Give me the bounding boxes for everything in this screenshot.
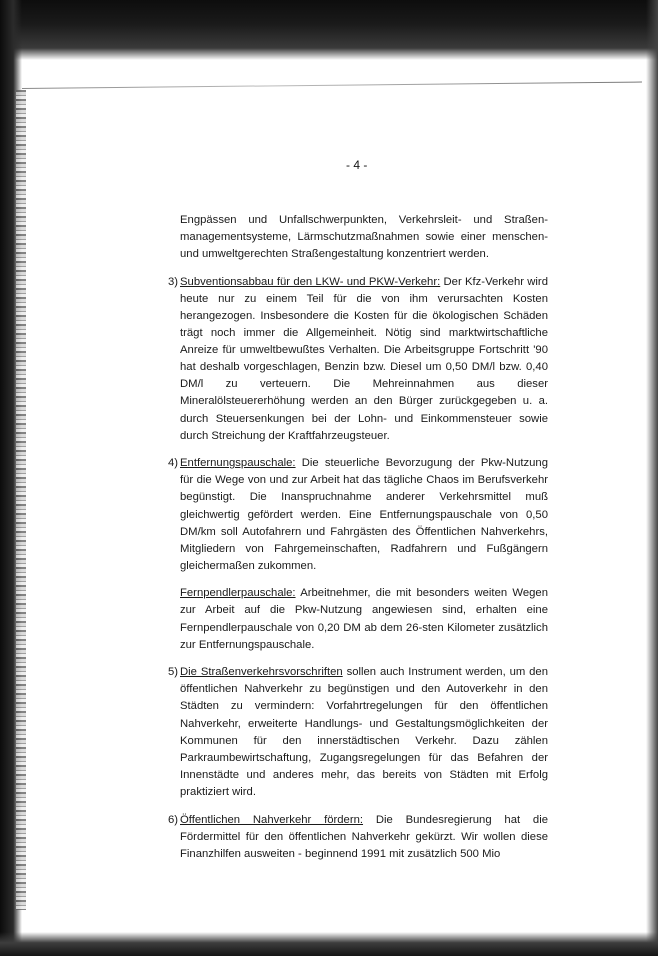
page-number: - 4 - — [346, 158, 368, 172]
paragraph-6 — [168, 812, 548, 863]
scanner-border-bottom — [0, 932, 658, 956]
paragraph-number: 3) — [168, 275, 179, 288]
scanner-border-top — [0, 0, 658, 60]
paragraph-heading: Öffentlichen Nahverkehr fördern: — [180, 813, 364, 826]
paragraph-text: Die steuerliche Bevorzugung der Pkw-Nutzung für die Wege von und zur Arbeit hat das tägliche Chaos im Berufsverkehr begünstigt. Die Inanspruchnahme anderer Verkehrsmittel muß gleichwertig gefördert werden. Eine Entfernungspauschale von 0,50 DM/km soll Autofahrern und Fahrgästen des Öffentlichen Nahverkehrs, Mitgliedern von Fahrgemeinschaften, Radfahrern und Fußgängern gleichermaßen zukommen. — [180, 457, 548, 572]
paragraph-continuation — [180, 212, 548, 263]
paragraph-number: 4) — [168, 457, 179, 470]
paragraph-number: 5) — [168, 666, 179, 679]
paragraph-text: Engpässen und Unfallschwerpunkten, Verkehrsleit- und Straßen-managementsysteme, Lärmschutzmaßnahmen sowie einer menschen-und umweltgerechten Straßengestaltung konzentriert werden. — [180, 214, 548, 261]
scanner-border-right — [646, 0, 658, 956]
paragraph-text: Der Kfz-Verkehr wird heute nur zu einem Teil für die von ihm verursachten Kosten herangezogen. Insbesondere die Kosten für die ökologischen Schäden trägt noch immer die Allgemeinheit. Nötig sind marktwirtschaftliche Anreize für umweltbewußtes Verhalten. Die Arbeitsgruppe Fortschritt '90 hat deshalb vorgeschlagen, Benzin bzw. Diesel um 0,50 DM/l bzw. 0,40 DM/l zu verteuern. Die Mehreinnahmen aus dieser Mineralölsteuererhöhung werden an den Bürger zurückgegeben u. a. durch Steuersenkungen bei der Lohn- und Einkommensteuer sowie durch Streichung der Kraftfahrzeugsteuer. — [180, 275, 548, 442]
paragraph-text: Die Bundesregierung hat die Fördermittel für den öffentlichen Nahverkehr gekürzt. Wir wollen diese Finanzhilfen ausweiten - beginnend 1991 mit zusätzlich 500 Mio — [180, 813, 548, 860]
paragraph-heading: Entfernungspauschale: — [180, 457, 296, 470]
scan-noise-strip — [16, 90, 26, 910]
paragraph-number: 6) — [168, 813, 179, 826]
paragraph-text: sollen auch Instrument werden, um den öffentlichen Nahverkehr zu begünstigen und den Autoverkehr in den Städten zu vermindern: Vorfahrtregelungen für den öffentlichen Nahverkehr, erweiterte Handlungs- und Gestaltungsmöglichkeiten der Kommunen für den innerstädtischen Verkehr. Dazu zählen Parkraumbewirtschaftung, Zugangsregelungen für das Befahren der Innenstädte und anderes mehr, das bereits von Städten mit Erfolg praktiziert wird. — [180, 666, 548, 798]
paper-edge-line — [22, 82, 642, 89]
paragraph-fernpendler — [180, 585, 548, 653]
paragraph-5 — [168, 664, 548, 801]
paragraph-text: Arbeitnehmer, die mit besonders weiten Wegen zur Arbeit auf die Pkw-Nutzung angewiesen sind, erhalten eine Fernpendlerpauschale von 0,20 DM ab dem 26-sten Kilometer zusätzlich zur Entfernungspauschale. — [180, 587, 548, 651]
paragraph-heading: Die Straßenverkehrsvorschriften — [180, 666, 343, 679]
paragraph-heading: Subventionsabbau für den LKW- und PKW-Verkehr: — [180, 275, 441, 288]
paragraph-heading: Fernpendlerpauschale: — [180, 587, 296, 600]
paragraph-3 — [168, 274, 548, 445]
paragraph-4 — [168, 455, 548, 575]
body-text — [168, 212, 548, 863]
